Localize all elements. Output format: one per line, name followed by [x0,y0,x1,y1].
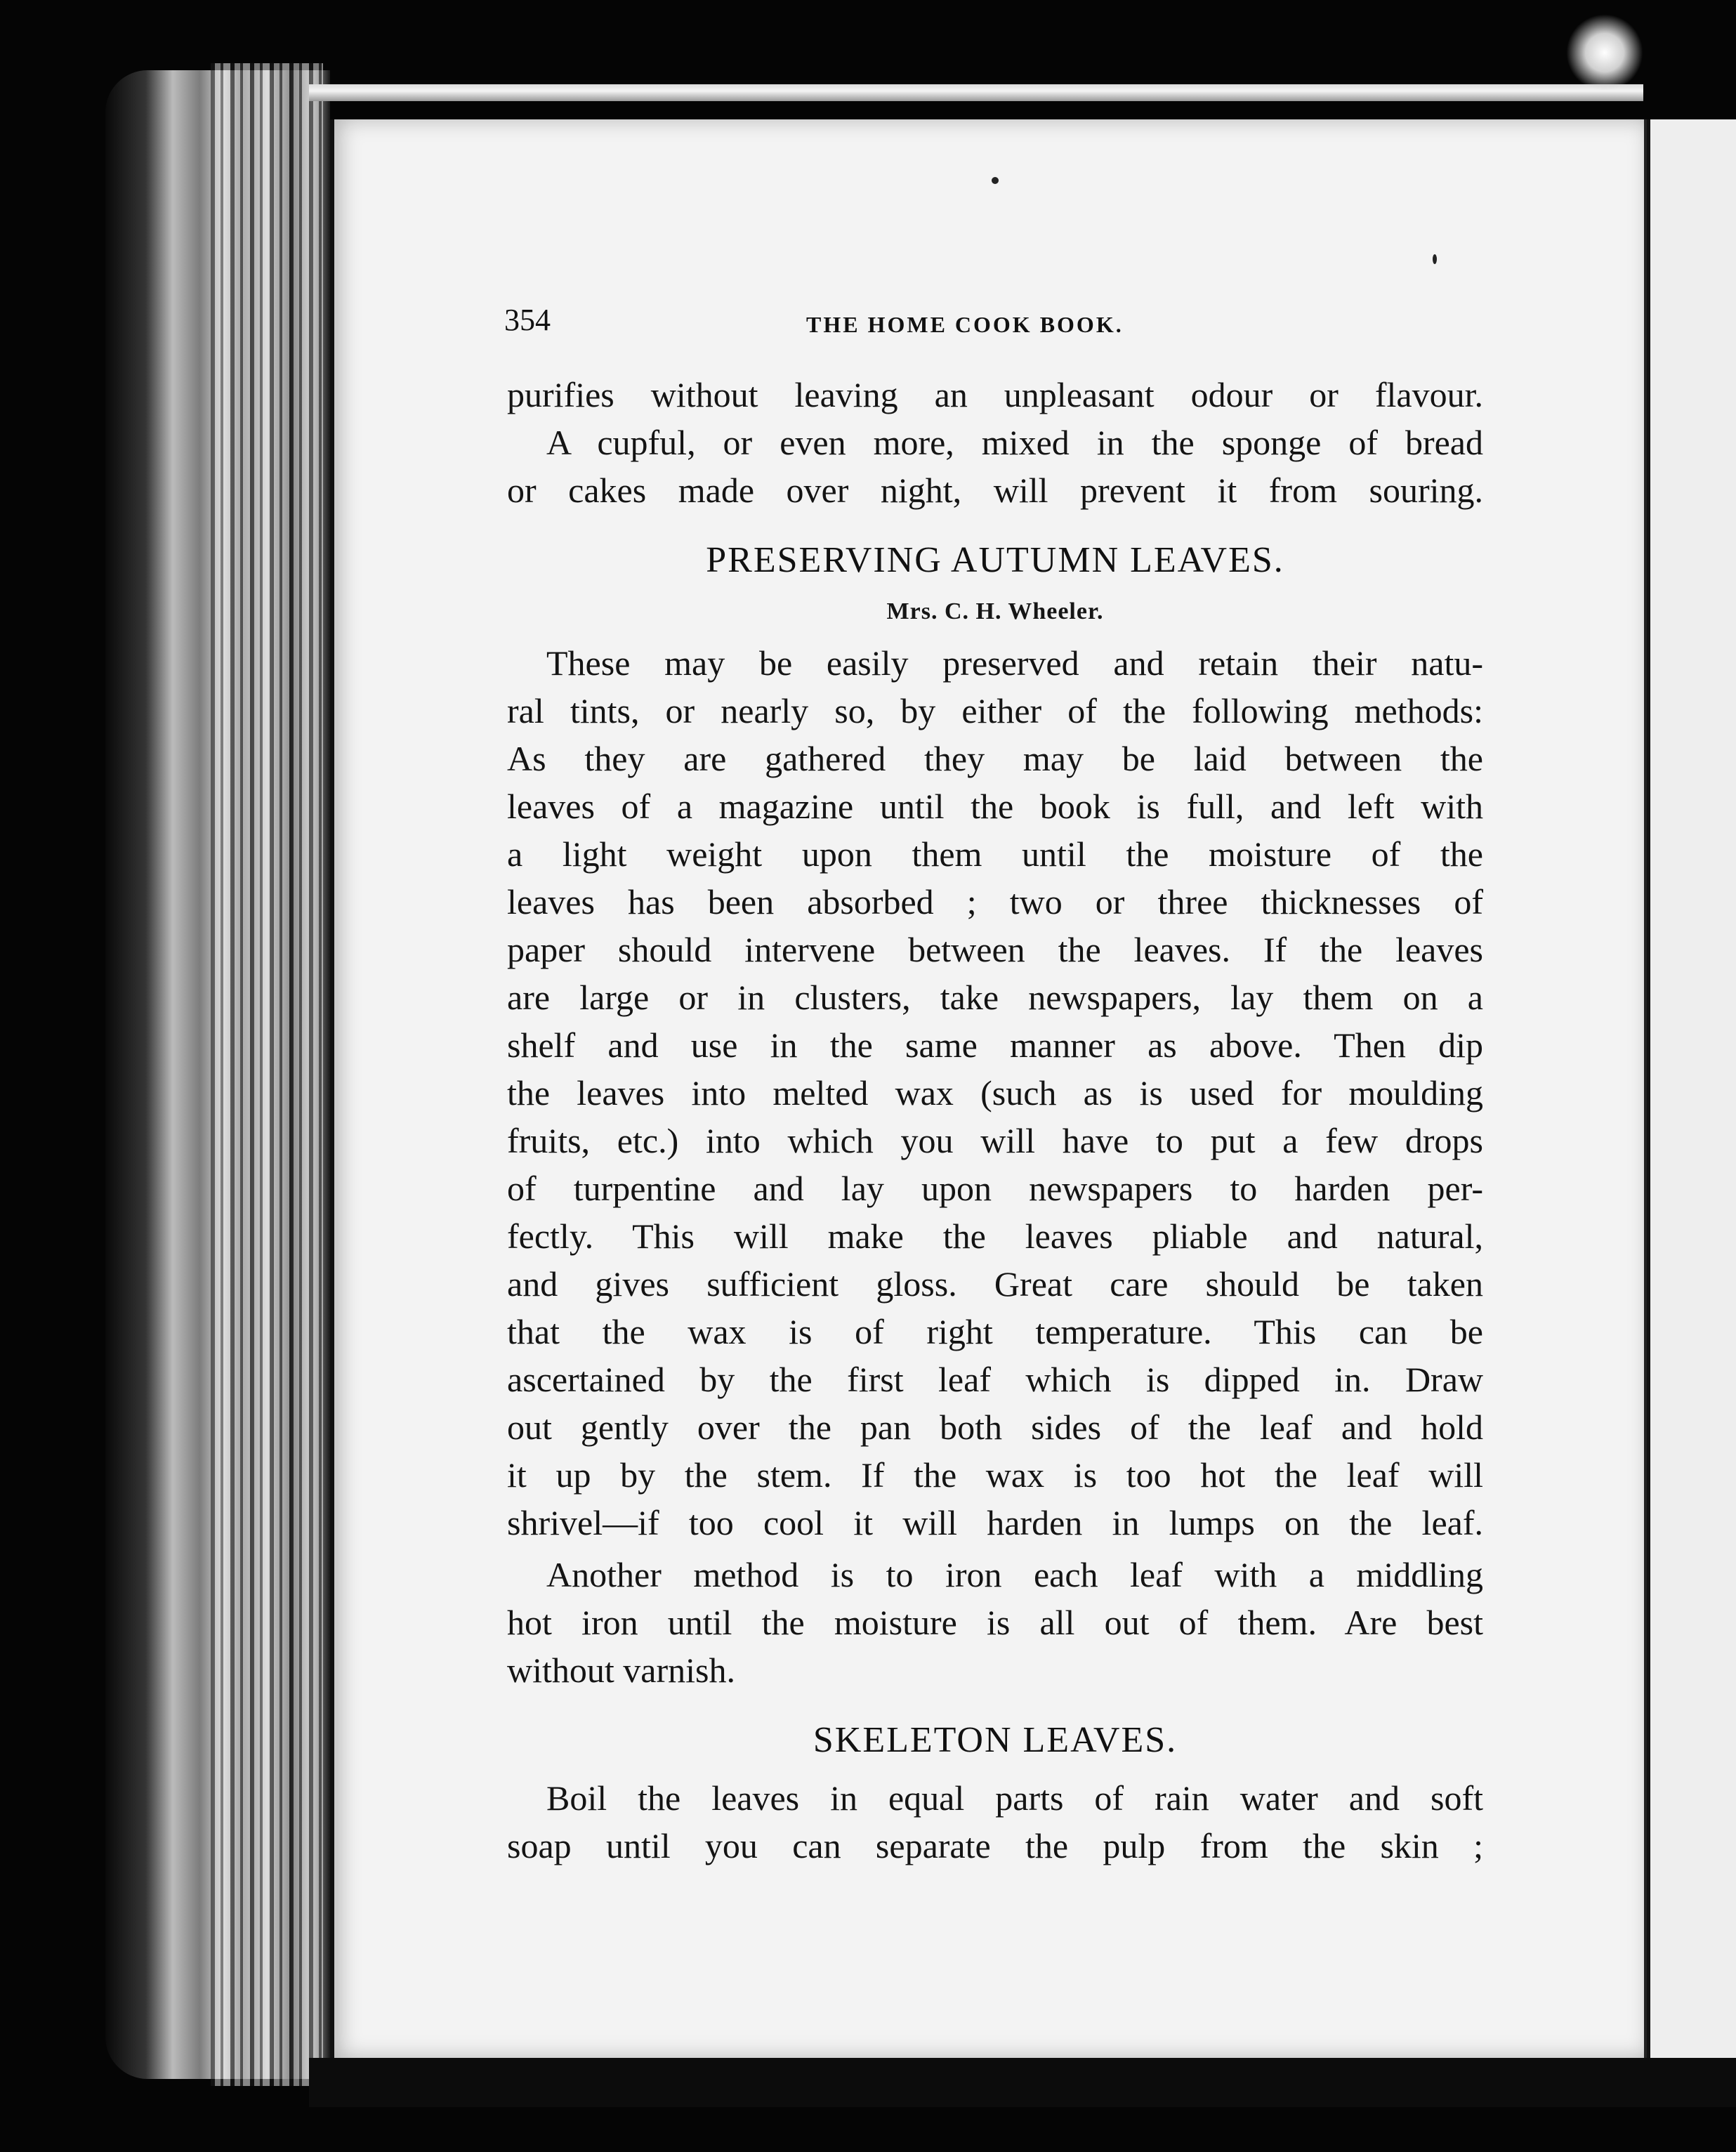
text-line: hot iron until the moisture is all out of them. Are best [507,1603,1483,1642]
section-heading: SKELETON LEAVES. [813,1720,1178,1760]
text-line: These may be easily preserved and retain their natu- [546,643,1483,683]
running-head [504,302,1487,344]
text-line: or cakes made over night, will prevent it from souring. [507,471,1483,510]
dust-speck [992,177,999,184]
text-line: fruits, etc.) into which you will have to put a few drops [507,1121,1483,1160]
top-page-edge [309,84,1643,101]
text-line: fectly. This will make the leaves pliable and natural, [507,1216,1483,1256]
bottom-shadow [309,2058,1736,2107]
text-line: shrivel—if too cool it will harden in lumps on the leaf. [507,1503,1483,1542]
section-heading: PRESERVING AUTUMN LEAVES. [706,540,1284,580]
page-stack [211,63,323,2086]
text-line: Another method is to iron each leaf with a middling [546,1555,1483,1594]
text-line: soap until you can separate the pulp from the skin ; [507,1826,1483,1865]
text-line: Boil the leaves in equal parts of rain water and soft [546,1778,1483,1818]
text-line: it up by the stem. If the wax is too hot the leaf will [507,1455,1483,1495]
text-line: purifies without leaving an unpleasant odour or flavour. [507,375,1483,414]
text-line: shelf and use in the same manner as above. Then dip [507,1025,1483,1065]
text-line: of turpentine and lay upon newspapers to harden per- [507,1169,1483,1208]
text-line: are large or in clusters, take newspapers, lay them on a [507,978,1483,1017]
text-line: leaves has been absorbed ; two or three thicknesses of [507,882,1483,921]
book-title-header: THE HOME COOK BOOK. [806,312,1124,337]
text-line: A cupful, or even more, mixed in the sponge of bread [546,423,1483,462]
paragraph [507,1551,1483,1694]
text-line: paper should intervene between the leaves. If the leaves [507,930,1483,969]
text-line: leaves of a magazine until the book is full, and left with [507,787,1483,826]
paragraph [507,1774,1483,1870]
page-number: 354 [504,303,551,337]
section-author: Mrs. C. H. Wheeler. [886,598,1104,624]
text-line: out gently over the pan both sides of the leaf and hold [507,1408,1483,1447]
text-line: without varnish. [507,1651,735,1690]
scan-glare [1566,14,1643,91]
intro-paragraph [507,371,1483,514]
text-line: and gives sufficient gloss. Great care should be taken [507,1264,1483,1304]
text-line: the leaves into melted wax (such as is used for moulding [507,1073,1483,1113]
text-line: ascertained by the first leaf which is dipped in. Draw [507,1360,1483,1399]
text-line: that the wax is of right temperature. This can be [507,1312,1483,1351]
facing-page-edge [1647,119,1736,2058]
text-line: ral tints, or nearly so, by either of the following methods: [507,691,1483,730]
text-line: a light weight upon them until the moisture of the [507,834,1483,874]
text-line: As they are gathered they may be laid between the [507,739,1483,778]
dust-speck [1433,254,1437,264]
paragraph [507,639,1483,1547]
